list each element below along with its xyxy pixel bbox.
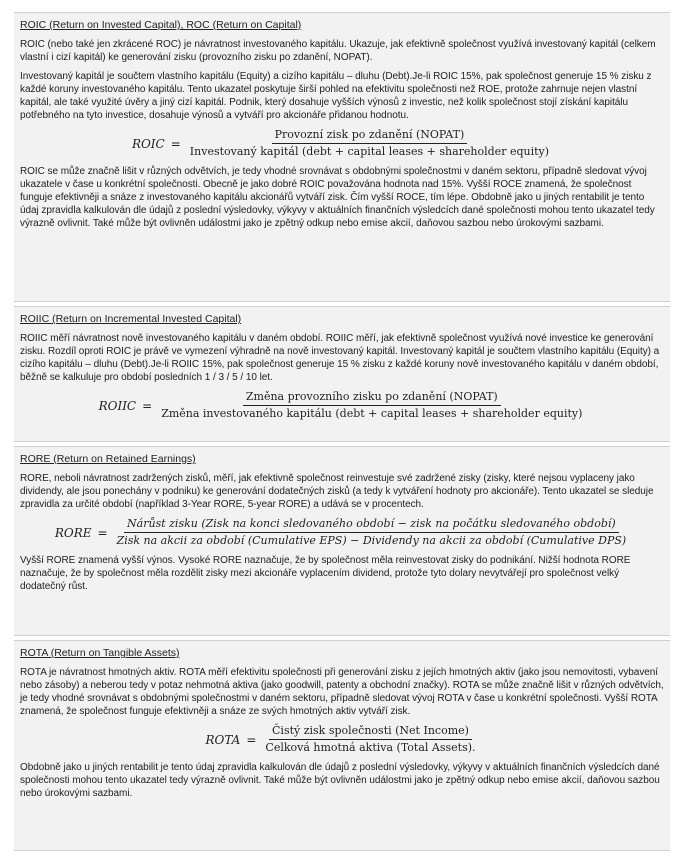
roiic-formula	[20, 390, 664, 421]
rore-formula	[20, 517, 664, 548]
rota-paragraph-1: ROTA je návratnost hmotných aktiv. ROTA měří efektivitu společnosti při generování zisku z jejích hmotných aktiv (jako jsou nemovitosti, vybavení nebo zásoby) a neberou tedy v potaz nehmotná aktiva (jako goodwill, patenty a obchodní značky). ROTA se může značně lišit v různých odvětvích, je tedy vhodné srovnávat s obdobnými společnostmi v daném sektoru, případně sledovat vývoj ROTA v čase u konkrétní společnosti. Vyšší ROTA znamená, že společnost funguje efektivněji a snáze ze svých hmotných aktiv vytváří zisk.	[20, 667, 664, 717]
roic-formula	[20, 128, 664, 159]
roic-paragraph-3: ROIC se může značně lišit v různých odvětvích, je tedy vhodné srovnávat s obdobnými společnostmi v daném sektoru, případně sledovat vývoj ukazatele v čase u konkrétní společnosti. Obecně je jako dobré ROIC považována hodnota nad 15%. Vyšší ROCE znamená, že společnost funguje efektivněji a snáze z investovaného kapitálu akcionářů vytváří zisk. Čím vyšší ROCE, tím lépe. Obdobně jako u jiných rentabilit je tento údaj zpravidla kalkulován dle údajů z poslední výsledovky, výkyvy v aktuálních finančních výsledcích dané společnosti mohou tento ukazatel tedy výrazně ovlivnit. Také může být ovlivněn událostmi jako je zpětný odkup nebo emise akcií, daňovou sazbou nebo úrokovými sazbami.	[20, 166, 655, 229]
roiic-section	[14, 306, 670, 442]
rota-formula-name: ROTA	[205, 732, 241, 747]
rore-formula-name: RORE	[54, 525, 92, 540]
rore-paragraph-2: Vyšší RORE znamená vyšší výnos. Vysoké RORE naznačuje, že by společnost měla reinvestovat zisky do podnikání. Nižší hodnota RORE naznačuje, že by společnost měla rozdělit zisky mezi akcionáře vyplacením dividend, protože tyto dolary nevytvářejí pro společnost velký dodatečný růst.	[20, 555, 631, 592]
rore-title: RORE (Return on Retained Earnings)	[20, 453, 196, 465]
equals-sign: =	[170, 136, 181, 151]
equals-sign: =	[246, 732, 257, 747]
roic-paragraph-2: Investovaný kapitál je součtem vlastního kapitálu (Equity) a cizího kapitálu – dluhu (Debt).Je-li ROIC 15%, pak společnost generuje 15 % zisku z každé koruny investovaného kapitálu. Tento ukazatel poskytuje širší pohled na efektivitu společnosti než ROE, protože zahrnuje nejen vlastní kapitál, ale také využité úvěry a jiný cizí kapitál. Podnik, který dosahuje vyšších výnosů z investic, než kolik společnost stojí získání kapitálu potřebného na tyto investice, dosahuje výnosů a vytváří pro akcionáře přidanou hodnotu.	[20, 71, 652, 121]
roic-title: ROIC (Return on Invested Capital), ROC (Return on Capital)	[20, 19, 302, 31]
rore-section	[14, 446, 670, 636]
roic-formula-name: ROIC	[131, 136, 165, 151]
rore-paragraph-1: RORE, neboli návratnost zadržených zisků, měří, jak efektivně společnost reinvestuje své zadržené zisky (zisky, které nejsou vyplaceny jako dividendy, ale jsou ponechány v podniku) ke generování dodatečných zisků (a tedy k vytváření hodnoty pro akcionáře). Tento ukazatel se sleduje zpravidla za určité období (například 3-Year RORE, 5-year RORE) a udává se v procentech.	[20, 473, 654, 510]
rota-fraction	[262, 724, 478, 755]
roiic-numerator: Změna provozního zisku po zdanění (NOPAT)	[243, 390, 501, 406]
roiic-formula-name: ROIIC	[98, 398, 137, 413]
roiic-title: ROIIC (Return on Incremental Invested Capital)	[20, 313, 242, 325]
rore-denominator: Zisk na akcii za období (Cumulative EPS) − Dividendy na akcii za období (Cumulative DPS)	[116, 534, 627, 547]
roiic-fraction	[158, 390, 585, 421]
rota-title: ROTA (Return on Tangible Assets)	[20, 647, 180, 659]
equals-sign: =	[97, 525, 108, 540]
roic-numerator: Provozní zisk po zdanění (NOPAT)	[272, 128, 468, 144]
roiic-denominator: Změna investovaného kapitálu (debt + capital leases + shareholder equity)	[161, 407, 583, 420]
equals-sign: =	[142, 398, 153, 413]
rota-denominator: Celková hmotná aktiva (Total Assets).	[265, 741, 476, 754]
rore-numerator: Nárůst zisku (Zisk na konci sledovaného období − zisk na počátku sledovaného období)	[124, 517, 619, 533]
rota-section	[14, 640, 670, 851]
rore-fraction	[114, 517, 630, 548]
roic-fraction	[187, 128, 552, 159]
rota-paragraph-2: Obdobně jako u jiných rentabilit je tento údaj zpravidla kalkulován dle údajů z poslední výsledovky, výkyvy v aktuálních finančních výsledcích dané společnosti mohou tento ukazatel tedy výrazně ovlivnit. Také může být ovlivněn událostmi jako je zpětný odkup nebo emise akcií, daňovou sazbou nebo úrokovými sazbami.	[20, 762, 660, 799]
roic-denominator: Investovaný kapitál (debt + capital leases + shareholder equity)	[189, 145, 550, 158]
roic-paragraph-1: ROIC (nebo také jen zkrácené ROC) je návratnost investovaného kapitálu. Ukazuje, jak efektivně společnost využívá investovaný kapitál (celkem vlastní i cizí kapitál) ke generování zisku (provozního zisku po zdanění, NOPAT).	[20, 39, 656, 63]
roiic-paragraph-1: ROIIC měří návratnost nově investovaného kapitálu v daném období. ROIIC měří, jak efektivně společnost využívá nové investice ke generování zisku. Rozdíl oproti ROIC je právě ve vymezení výhradně na nově investovaný kapitál. Investovaný kapitál je součtem vlastního kapitálu (Equity) a cizího kapitálu – dluhu (Debt).Je-li ROIIC 15%, pak společnost generuje 15 % zisku z každé koruny nově investovaného kapitálu v daném období, běžně se kalkuluje pro období posledních 1 / 3 / 5 / 10 let.	[20, 333, 660, 383]
rota-numerator: Čistý zisk společnosti (Net Income)	[269, 724, 472, 740]
rota-formula	[20, 724, 664, 755]
roic-section	[14, 12, 670, 302]
